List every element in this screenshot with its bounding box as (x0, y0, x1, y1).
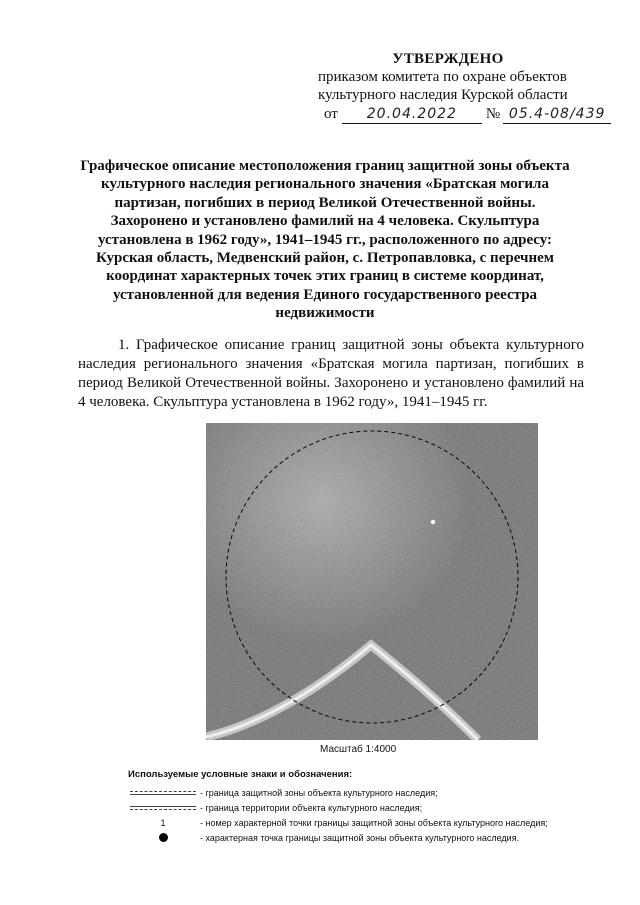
legend-text: - номер характерной точки границы защитной зоны объекта культурного наследия; (200, 817, 548, 828)
approval-date: 20.04.2022 (342, 105, 482, 124)
map-texture (206, 423, 538, 740)
approval-line-2: культурного наследия Курской области (318, 87, 568, 103)
from-label: от (324, 106, 338, 122)
legend-symbol-dot (128, 833, 198, 842)
paragraph-1: 1. Графическое описание границ защитной зоны объекта культурного наследия регионального значения «Братская могила партизан, погибших в период Великой Отечественной войны. Захоронено и установлено фамилий на 4 человека. Скульптура установлена в 1962 году», 1941–1945 гг. (78, 337, 584, 410)
legend-text: - граница защитной зоны объекта культурного наследия; (200, 787, 438, 798)
approval-title: УТВЕРЖДЕНО (392, 51, 504, 67)
legend-text: - граница территории объекта культурного наследия; (200, 802, 423, 813)
satellite-map (206, 423, 538, 740)
legend-item (128, 785, 548, 800)
legend-text: - характерная точка границы защитной зоны объекта культурного наследия. (200, 832, 520, 843)
legend-item (128, 815, 548, 830)
approval-signature-line (324, 105, 618, 124)
map-drawing (206, 423, 538, 740)
approval-number: 05.4-08/439 (503, 105, 611, 124)
legend-item (128, 800, 548, 815)
legend-title: Используемые условные знаки и обозначения: (128, 769, 353, 780)
legend (128, 769, 548, 845)
legend-symbol-number: 1 (160, 817, 166, 828)
legend-symbol-territory-line (128, 806, 198, 810)
legend-symbol-protective-line (128, 791, 198, 795)
number-label: № (485, 106, 501, 122)
legend-item (128, 830, 548, 845)
monument-point (431, 520, 435, 524)
approval-block (318, 50, 618, 124)
dot-icon (159, 833, 168, 842)
document-heading: Графическое описание местоположения границ защитной зоны объекта культурного наследия регионального значения «Братская могила партизан, погибших в период Великой Отечественной войны. Захоронено и установлено фамилий на 4 человека. Скульптура установлена в 1962 году», 1941–1945 гг., расположенного по адресу: Курская область, Медвенский район, с. Петропавловка, с перечнем координат характерных точек этих границ в системе координат, установленной для ведения Единого государственного реестра недвижимости (80, 158, 570, 322)
approval-line-1: приказом комитета по охране объектов (318, 69, 567, 85)
map-scale: Масштаб 1:4000 (320, 744, 397, 755)
